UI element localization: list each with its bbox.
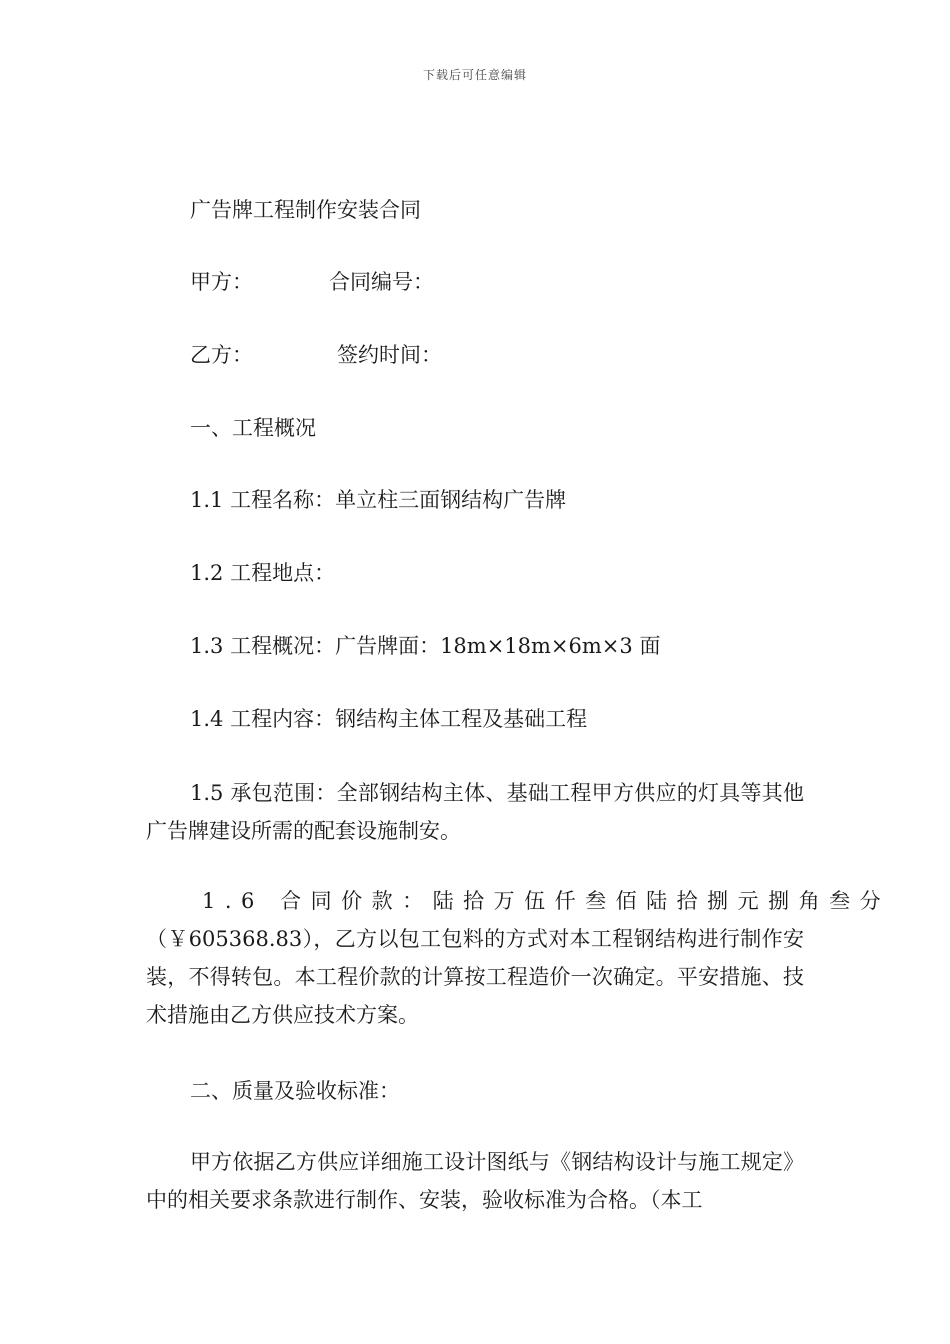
contract-title: 广告牌工程制作安装合同 [190,198,421,222]
quality-paragraph: 甲方依据乙方供应详细施工设计图纸与《钢结构设计与施工规定》中的相关要求条款进行制作、安装，验收标准为合格。（本工 [146,1150,804,1212]
item-1-5-paragraph: 1.5 承包范围：全部钢结构主体、基础工程甲方供应的灯具等其他广告牌建设所需的配套设施制安。 [146,781,804,843]
item-1-6-rest: （￥605368.83），乙方以包工包料的方式对本工程钢结构进行制作安装，不得转包。本工程价款的计算按工程造价一次确定。平安措施、技术措施由乙方供应技术方案。 [146,927,804,1027]
item-1-4: 1.4 工程内容：钢结构主体工程及基础工程 [190,707,588,731]
item-1-3: 1.3 工程概况：广告牌面：18m×18m×6m×3 面 [190,634,661,658]
item-1-1: 1.1 工程名称：单立柱三面钢结构广告牌 [190,488,567,512]
section-2-heading: 二、质量及验收标准： [190,1079,400,1103]
item-1-2: 1.2 工程地点： [190,561,336,585]
section-1-heading: 一、工程概况 [190,416,316,440]
sign-time-label: 签约时间： [337,343,442,367]
party-b-row [190,341,442,369]
party-b-label: 乙方： [190,343,253,367]
contract-no-label: 合同编号： [329,270,434,294]
item-1-6-first-line: 1.6 合同价款：陆拾万伍仟叁佰陆拾捌元捌角叁分 [202,889,891,913]
item-1-6-paragraph [146,882,891,1034]
party-a-label: 甲方： [190,270,253,294]
page-header-note: 下载后可任意编辑 [422,68,527,82]
party-a-row [190,268,434,296]
